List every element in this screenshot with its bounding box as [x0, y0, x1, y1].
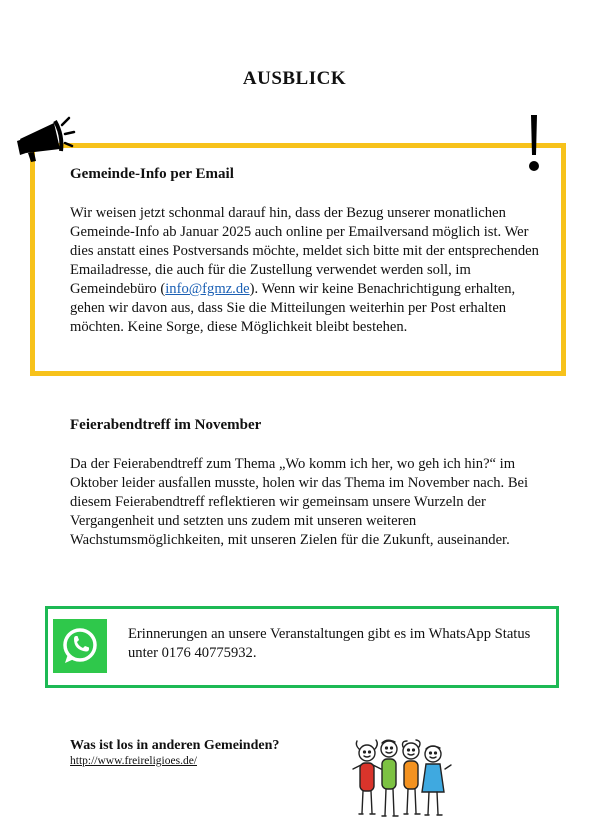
feierabendtreff-text: Da der Feierabendtreff zum Thema „Wo komm ich her, wo geh ich hin?“ im Oktober leider ausfallen musste, holen wir das Thema im November nach. Bei diesem Feierabendtreff reflektieren wir gemeinsam unsere Wurzeln der Vergangenheit und setzten uns zudem mit unseren weiteren Wachstumsmöglichkeiten, mit unseren Zielen für die Zukunft, auseinander.: [70, 456, 529, 548]
other-communities-heading: Was ist los in anderen Gemeinden?: [70, 738, 280, 753]
email-info-text-start: Wir weisen jetzt schonmal darauf hin, dass der Bezug unserer monatlichen Gemeinde-Info ab Januar 2025 auch online per Emailversand möglich ist. Wer dies anstatt eines Postversands möchte, meldet sich bitte mit der entsprechenden Emailadresse, die auch für die Zustellung verwendet werden soll, im Gemeindebüro (: [70, 205, 539, 297]
children-group-illustration: [345, 735, 455, 825]
whatsapp-text: Erinnerungen an unsere Veranstaltungen gibt es im WhatsApp Status unter 0176 40775932.: [128, 626, 531, 661]
email-info-heading: Gemeinde-Info per Email: [70, 166, 234, 182]
email-link[interactable]: info@fgmz.de: [165, 281, 250, 297]
page-title: AUSBLICK: [242, 68, 347, 89]
email-info-text-end: ). Wenn wir keine Benachrichtigung erhalten, gehen wir davon aus, dass Sie die Mitteilungen weiterhin per Post erhalten möchten. Keine Sorge, diese Möglichkeit bleibt bestehen.: [70, 281, 516, 335]
email-info-text: [70, 204, 548, 337]
whatsapp-icon: [53, 619, 107, 673]
feierabendtreff-heading: Feierabendtreff im November: [70, 417, 262, 433]
megaphone-icon: [14, 115, 76, 163]
other-communities-link[interactable]: http://www.freireligioes.de/: [70, 755, 197, 767]
exclamation-icon: [525, 113, 543, 175]
